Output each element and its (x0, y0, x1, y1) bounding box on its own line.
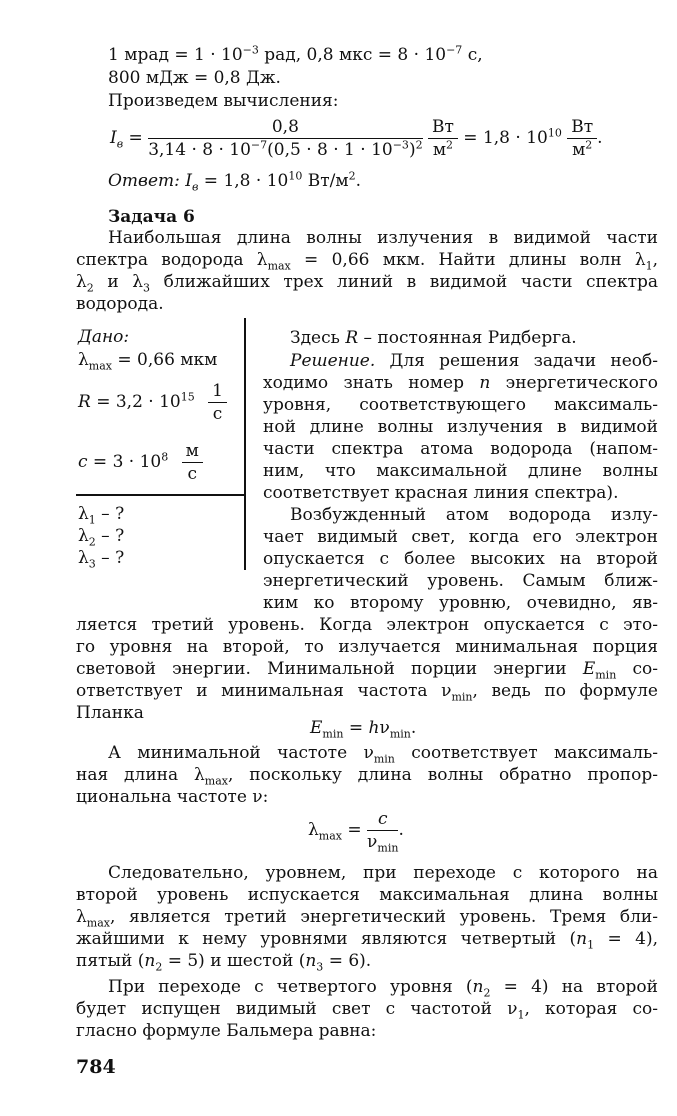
find-lambda-1: $\lambda_1$ – ? (78, 504, 125, 527)
body-line: циональна частоте ν: (76, 787, 269, 807)
solution-line: ним, что максимальной длине волны (263, 461, 658, 481)
solution-line: ной длине волны излучения в видимой (263, 417, 658, 437)
task-line: спектра водорода $\lambda_{max} = 0,66$ мкм. Найти длины волн $\lambda_1$, (76, 250, 658, 273)
find-lambda-3: $\lambda_3$ – ? (78, 548, 125, 571)
result-unit: $\frac{Вт}{м^2}$ (567, 116, 597, 161)
intensity-formula: $I_в$ = $\frac{0,8}{3,14 \cdot 8 \cdot 10^{-7}(0,5 \cdot 8 \cdot 1 \cdot 10^{-3})^2}$ $\frac{Вт}{м^2}$ = $1,8 \cdot 10^{10}$ $\frac{Вт}{м^2}$ . (110, 117, 603, 160)
task-title: Задача 6 (108, 207, 195, 227)
given-speed-of-light: $c = 3 \cdot 10^8$ $\frac{м}{с}$ (78, 440, 203, 485)
units-line-2: 800 мДж = 0,8 Дж. (108, 68, 281, 88)
formula-fraction: $\frac{0,8}{3,14 \cdot 8 \cdot 10^{-7}(0,5 \cdot 8 \cdot 1 \cdot 10^{-3})^2}$ (148, 117, 423, 160)
solution-line: Возбужденный атом водорода излу- (290, 505, 658, 525)
body-line: $\lambda_{max}$, является третий энергетический уровень. Тремя бли- (76, 907, 658, 930)
answer-line: Ответ: $I_в = 1,8 \cdot 10^{10}$ $Вт/м^2$. (108, 169, 362, 194)
page-number: 784 (76, 1056, 116, 1078)
body-line: световой энергии. Минимальной порции энергии $E_{min}$ со- (76, 659, 659, 682)
given-rydberg: $R = 3,2 \cdot 10^{15}$ $\frac{1}{с}$ (78, 380, 227, 425)
task-line: Наибольшая длина волны излучения в видимой части (108, 228, 658, 248)
solution-line: опускается с более высоких на второй (263, 549, 658, 569)
body-line: Планка (76, 703, 144, 723)
body-line: го уровня на второй, то излучается минимальная порция (76, 637, 658, 657)
given-vertical-rule (244, 318, 246, 570)
solution-line: части спектра атома водорода (напом- (263, 439, 658, 459)
given-lambda-max: $\lambda_{max} = 0,66$ мкм (78, 350, 218, 373)
solution-line: Решение. Для решения задачи необ- (290, 351, 658, 371)
solution-line: уровня, соответствующего максималь- (263, 395, 658, 415)
body-line: второй уровень испускается максимальная длина волны (76, 885, 658, 905)
units-line-1: 1 мрад = $1 \cdot 10^{-3}$ рад, 0,8 мкс = $8 \cdot 10^{-7}$ с, (108, 43, 483, 65)
body-line: Следовательно, уровнем, при переходе с которого на (108, 863, 658, 883)
body-line: А минимальной частоте $\nu_{min}$ соответствует максималь- (108, 743, 658, 766)
body-line: ответствует и минимальная частота $\nu_{min}$, ведь по формуле (76, 681, 658, 704)
solution-line: соответствует красная линия спектра). (263, 483, 619, 503)
body-line: гласно формуле Бальмера равна: (76, 1021, 377, 1041)
body-line: При переходе с четвертого уровня $(n_2 = 4)$ на второй (108, 977, 658, 1000)
solution-line: Здесь R – постоянная Ридберга. (290, 328, 577, 348)
find-lambda-2: $\lambda_2$ – ? (78, 526, 125, 549)
formula-unit: $\frac{Вт}{м^2}$ (428, 116, 458, 161)
given-divider (76, 494, 244, 496)
body-line: ная длина $\lambda_{max}$, поскольку длина волны обратно пропор- (76, 765, 658, 788)
wavelength-equation: $\lambda_{max}$ = $\frac{c}{\nu_{min}}$ . (308, 809, 404, 855)
solution-line: ходимо знать номер n энергетического (263, 373, 658, 393)
body-line: ляется третий уровень. Когда электрон опускается с это- (76, 615, 658, 635)
solution-line: энергетический уровень. Самым ближ- (263, 571, 658, 591)
task-line: водорода. (76, 294, 164, 314)
planck-equation: $E_{min} = h\nu_{min}$. (310, 718, 417, 741)
body-line: жайшими к нему уровнями являются четвертый $(n_1 = 4)$, (76, 929, 658, 952)
body-line: пятый $(n_2 = 5)$ и шестой $(n_3 = 6)$. (76, 951, 372, 974)
body-line: будет испущен видимый свет с частотой $\nu_1$, которая со- (76, 999, 658, 1022)
solution-line: ким ко второму уровню, очевидно, яв- (263, 593, 658, 613)
solution-line: чает видимый свет, когда его электрон (263, 527, 658, 547)
calc-heading: Произведем вычисления: (108, 91, 339, 111)
task-line: $\lambda_2$ и $\lambda_3$ ближайших трех линий в видимой части спектра (76, 272, 658, 295)
given-label: Дано: (78, 327, 130, 347)
